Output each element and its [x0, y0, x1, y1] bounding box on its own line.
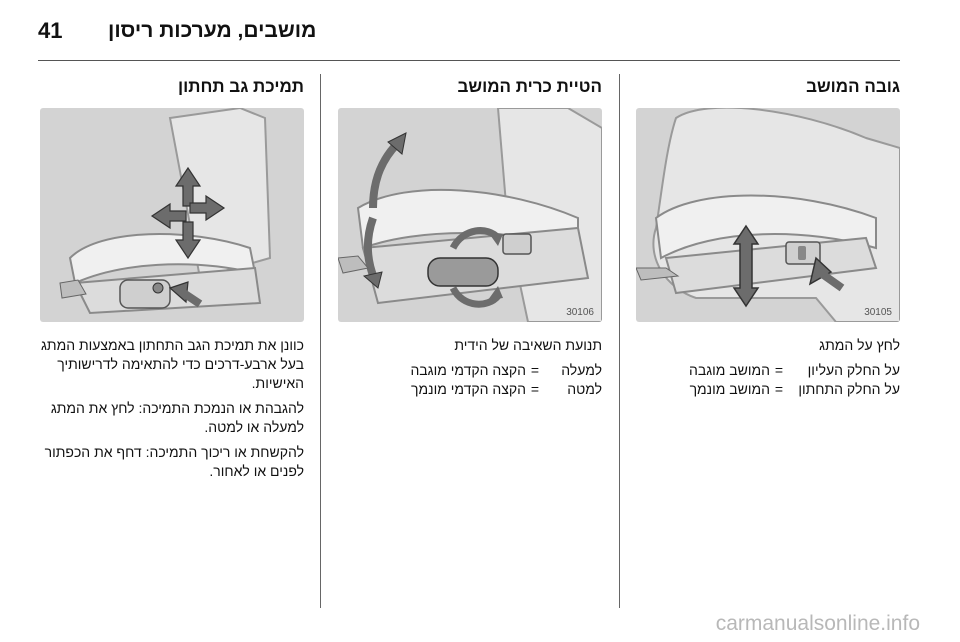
definition-row [636, 361, 900, 380]
section-lumbar-support [40, 76, 304, 487]
page-number: 41 [38, 18, 63, 43]
lumbar-support-illustration [40, 108, 304, 322]
watermark: carmanualsonline.info [715, 612, 920, 635]
definition-row [338, 380, 602, 399]
figure-number: 30106 [566, 307, 594, 318]
column-divider [320, 74, 321, 608]
equals-sign: = [774, 381, 784, 397]
definition-row [338, 361, 602, 380]
paragraph: להגבהת או הנמכת התמיכה: לחץ את המתג למעלה או למטה. [50, 400, 304, 435]
definition-row [636, 380, 900, 399]
definition-meaning: הקצה הקדמי מוגבה [410, 362, 526, 378]
section-title: תמיכת גב תחתון [178, 77, 304, 96]
seat-height-illustration [636, 108, 900, 322]
definition-term: על החלק התחתון [798, 381, 900, 397]
figure-number: 30105 [864, 307, 892, 318]
page-title: מושבים, מערכות ריסון [108, 19, 317, 42]
header-divider [38, 60, 900, 61]
section-seat-height [636, 76, 900, 399]
intro-text: לחץ על המתג [819, 337, 900, 353]
section-seat-tilt [338, 76, 602, 399]
definition-term: למטה [567, 381, 602, 397]
definition-meaning: המושב מוגבה [688, 362, 770, 378]
definition-term: על החלק העליון [807, 362, 900, 378]
column-divider [619, 74, 620, 608]
paragraph: להקשחת או ריכוך התמיכה: דחף את הכפתור לפנים או לאחור. [44, 444, 304, 479]
section-title: הטיית כרית המושב [457, 77, 602, 96]
seat-tilt-illustration [338, 108, 602, 322]
equals-sign: = [530, 362, 540, 378]
intro-text: תנועת השאיבה של הידית [454, 337, 602, 353]
definition-term: למעלה [561, 362, 602, 378]
page-header [38, 18, 900, 52]
definition-meaning: הקצה הקדמי מונמך [411, 381, 526, 397]
equals-sign: = [530, 381, 540, 397]
section-title: גובה המושב [806, 77, 900, 96]
definition-meaning: המושב מונמך [689, 381, 770, 397]
paragraph: כוונן את תמיכת הגב התחתון באמצעות המתג בעל ארבע-דרכים כדי להתאימה לדרישותיך האישיות. [40, 337, 304, 391]
equals-sign: = [774, 362, 784, 378]
